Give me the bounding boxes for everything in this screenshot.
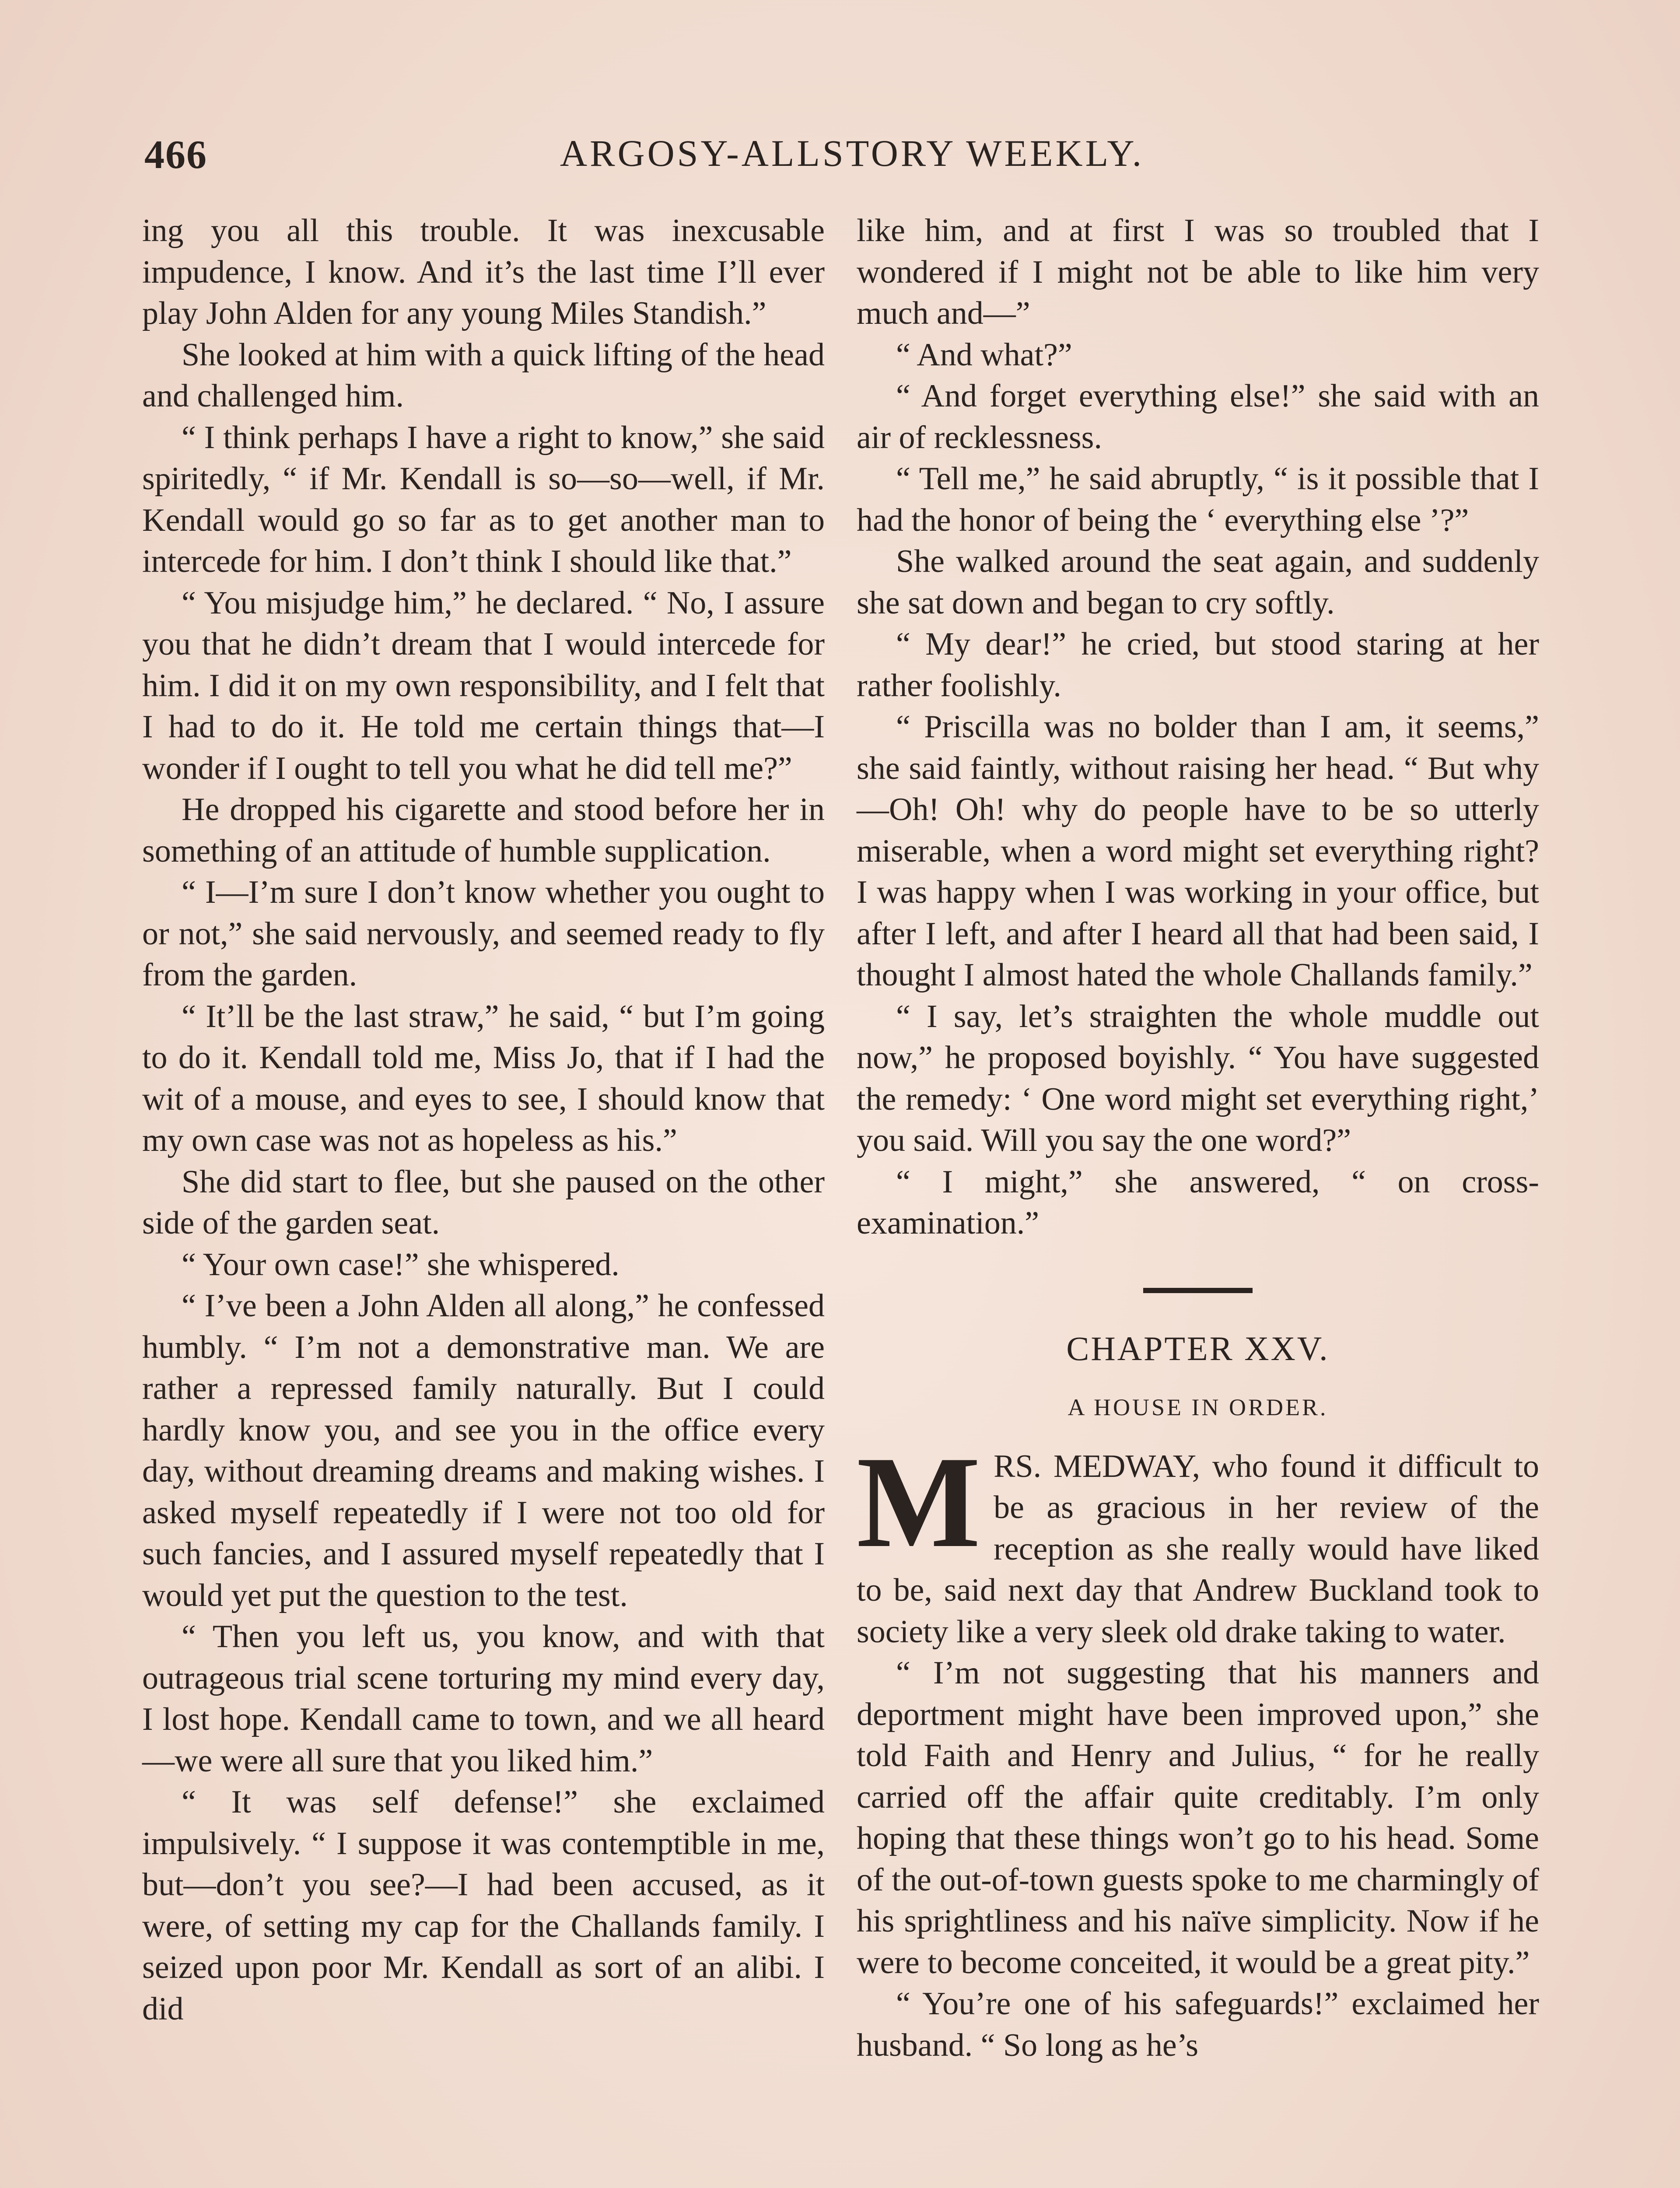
paragraph: “ You’re one of his safeguards!” exclaimed her husband. “ So long as he’s (857, 1986, 1539, 2063)
paragraph: “ My dear!” he cried, but stood staring at her rather foolishly. (857, 626, 1539, 704)
paragraph: “ I think perhaps I have a right to know,” she said spiritedly, “ if Mr. Kendall is so—so—well, if Mr. Kendall would go so far as to get another man to intercede for him. I don’t think I should like that.” (142, 419, 825, 579)
paragraph: “ And what?” (896, 337, 1072, 373)
left-column (142, 210, 825, 2030)
running-title: ARGOSY-ALLSTORY WEEKLY. (560, 132, 1144, 174)
right-column (857, 210, 1539, 2066)
paragraph: He dropped his cigarette and stood before her in something of an attitude of humble supplication. (142, 792, 825, 869)
paragraph: “ I say, let’s straighten the whole muddle out now,” he proposed boyishly. “ You have suggested the remedy: ‘ One word might set everything right,’ you said. Will you say the one word?” (857, 998, 1539, 1158)
paragraph: ing you all this trouble. It was inexcusable impudence, I know. And it’s the last time I’ll ever play John Alden for any young Miles Standish.” (142, 213, 825, 331)
paragraph: “ Tell me,” he said abruptly, “ is it possible that I had the honor of being the ‘ everything else ’?” (857, 461, 1539, 538)
page-number: 466 (144, 132, 207, 177)
paragraph: “ Priscilla was no bolder than I am, it seems,” she said faintly, without raising her head. “ But why—Oh! Oh! why do people have to be so utterly miserable, when a word might set everything right? I was happy when I was working in your office, but after I left, and after I heard all that had been said, I thought I almost hated the whole Challands family.” (857, 709, 1539, 993)
opening-text: RS. MEDWAY, who found it difficult to be as gracious in her review of the reception as she really would have liked to be, said next day that Andrew Buckland took to society like a very sleek old drake taking to water. (857, 1448, 1539, 1650)
paragraph: “ And forget everything else!” she said with an air of recklessness. (857, 378, 1539, 456)
drop-cap: M (857, 1429, 981, 1574)
paragraph: She walked around the seat again, and suddenly she sat down and began to cry softly. (857, 543, 1539, 621)
paragraph: like him, and at first I was so troubled that I wondered if I might not be able to like him very much and—” (857, 213, 1539, 331)
paragraph: “ It’ll be the last straw,” he said, “ but I’m going to do it. Kendall told me, Miss Jo, that if I had the wit of a mouse, and eyes to see, I should know that my own case was not as hopeless as his.” (142, 998, 825, 1158)
paragraph: “ Then you left us, you know, and with that outrageous trial scene torturing my mind every day, I lost hope. Kendall came to town, and we all heard—we were all sure that you liked him.” (142, 1619, 825, 1779)
paragraph: She looked at him with a quick lifting of the head and challenged him. (142, 337, 825, 414)
page-header (144, 131, 1544, 184)
paragraph: “ I’m not suggesting that his manners and deportment might have been improved upon,” she told Faith and Henry and Julius, “ for he really carried off the affair quite creditably. I’m only hoping that these things won’t go to his head. Some of the out-of-town guests spoke to me charmingly of his sprightliness and his naïve simplicity. Now if he were to become conceited, it would be a great pity.” (857, 1655, 1539, 1981)
paragraph: “ I’ve been a John Alden all along,” he confessed humbly. “ I’m not a demonstrative man. We are rather a repressed family naturally. But I could hardly know you, and see you in the office every day, without dreaming dreams and making wishes. I asked myself repeatedly if I were not too old for such fancies, and I assured myself repeatedly that I would yet put the question to the test. (142, 1288, 825, 1613)
section-divider (1143, 1288, 1253, 1293)
chapter-opening-paragraph (857, 1429, 1539, 1653)
chapter-title: CHAPTER XXV. (1066, 1329, 1330, 1368)
paragraph: “ You misjudge him,” he declared. “ No, I assure you that he didn’t dream that I would intercede for him. I did it on my own responsibility, and I felt that I had to do it. He told me certain things that—I wonder if I ought to tell you what he did tell me?” (142, 585, 825, 786)
paragraph: She did start to flee, but she paused on the other side of the garden seat. (142, 1164, 825, 1241)
paragraph: “ It was self defense!” she exclaimed impulsively. “ I suppose it was contemptible in me, but—don’t you see?—I had been accused, as it were, of setting my cap for the Challands family. I seized upon poor Mr. Kendall as sort of an alibi. I did (142, 1784, 825, 2027)
paragraph: “ I might,” she answered, “ on cross-examination.” (857, 1164, 1539, 1241)
paragraph: “ I—I’m sure I don’t know whether you ought to or not,” she said nervously, and seemed ready to fly from the garden. (142, 874, 825, 993)
chapter-subtitle: A HOUSE IN ORDER. (1068, 1394, 1328, 1420)
paragraph: “ Your own case!” she whispered. (182, 1246, 620, 1283)
